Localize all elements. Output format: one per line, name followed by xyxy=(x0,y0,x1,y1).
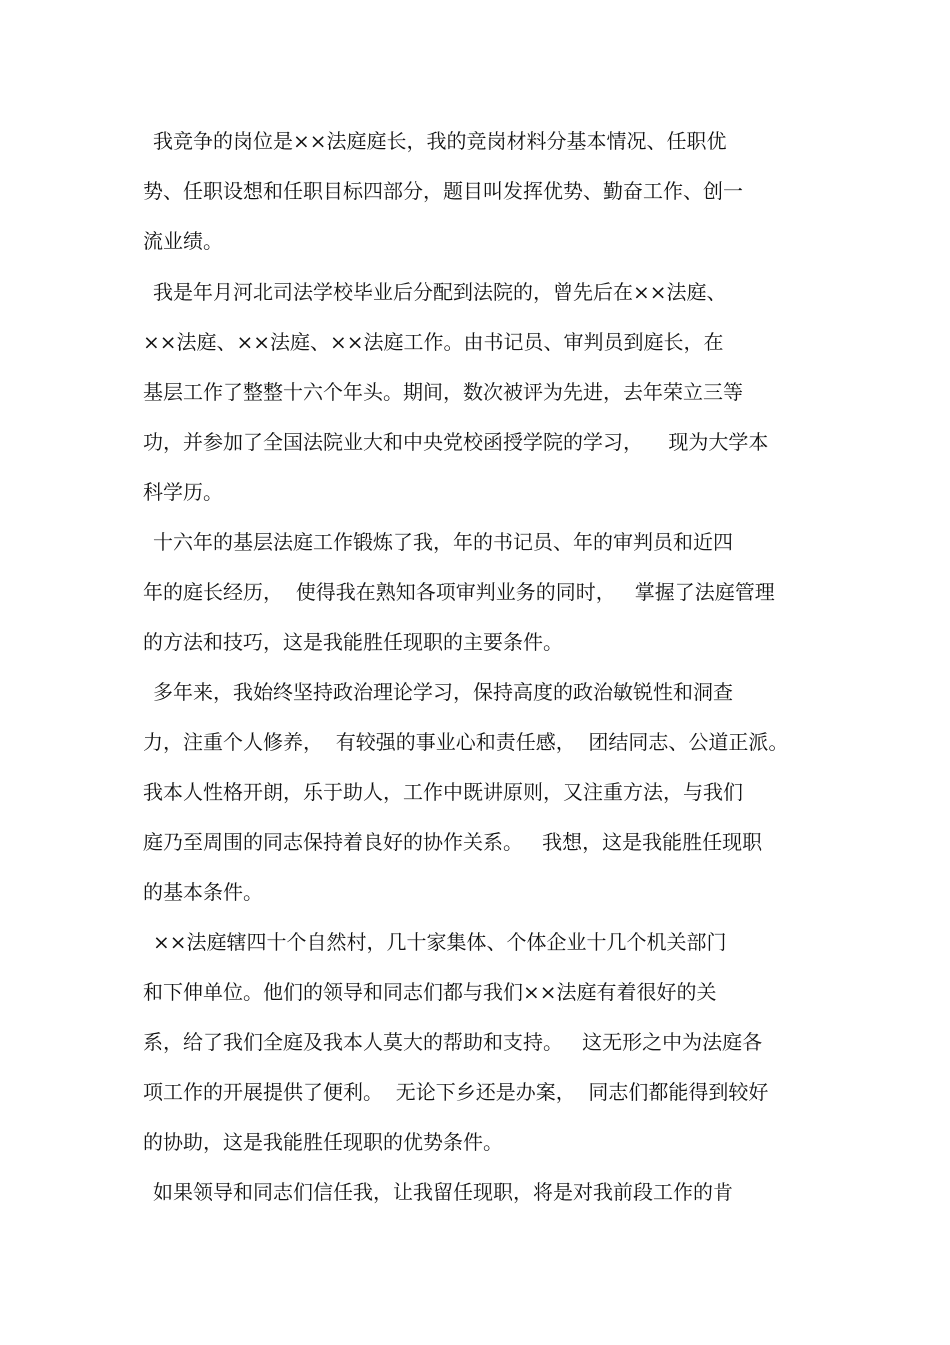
text-line: 我本人性格开朗，乐于助人，工作中既讲原则，又注重方法，与我们 xyxy=(143,780,743,804)
text-line: ××法庭、××法庭、××法庭工作。由书记员、审判员到庭长，在 xyxy=(143,330,724,354)
text-line: 的基本条件。 xyxy=(143,880,263,904)
text-line: 流业绩。 xyxy=(143,229,223,253)
text-line: 多年来，我始终坚持政治理论学习，保持高度的政治敏锐性和洞查 xyxy=(153,680,733,704)
text-line: 我是年月河北司法学校毕业后分配到法院的，曾先后在××法庭、 xyxy=(153,280,727,304)
text-line: 的方法和技巧，这是我能胜任现职的主要条件。 xyxy=(143,630,563,654)
text-line: ××法庭辖四十个自然村，几十家集体、个体企业十几个机关部门 xyxy=(153,930,727,954)
text-line: 的协助，这是我能胜任现职的优势条件。 xyxy=(143,1130,503,1154)
text-line: 如果领导和同志们信任我，让我留任现职，将是对我前段工作的肯 xyxy=(153,1180,733,1204)
text-line: 科学历。 xyxy=(143,480,223,504)
text-line: 系，给了我们全庭及我本人莫大的帮助和支持。 这无形之中为法庭各 xyxy=(143,1030,763,1054)
text-line: 功，并参加了全国法院业大和中央党校函授学院的学习， 现为大学本 xyxy=(143,430,769,454)
text-line: 庭乃至周围的同志保持着良好的协作关系。 我想，这是我能胜任现职 xyxy=(143,830,763,854)
text-line: 我竞争的岗位是××法庭庭长，我的竞岗材料分基本情况、任职优 xyxy=(153,129,727,153)
text-line: 势、任职设想和任职目标四部分，题目叫发挥优势、勤奋工作、创一 xyxy=(143,179,743,203)
text-line: 和下伸单位。他们的领导和同志们都与我们××法庭有着很好的关 xyxy=(143,980,717,1004)
text-line: 十六年的基层法庭工作锻炼了我，年的书记员、年的审判员和近四 xyxy=(153,530,733,554)
text-line: 项工作的开展提供了便利。 无论下乡还是办案， 同志们都能得到较好 xyxy=(143,1080,769,1104)
text-line: 基层工作了整整十六个年头。期间，数次被评为先进，去年荣立三等 xyxy=(143,380,743,404)
text-line: 力，注重个人修养， 有较强的事业心和责任感， 团结同志、公道正派。 xyxy=(143,730,789,754)
text-line: 年的庭长经历， 使得我在熟知各项审判业务的同时， 掌握了法庭管理 xyxy=(143,580,775,604)
